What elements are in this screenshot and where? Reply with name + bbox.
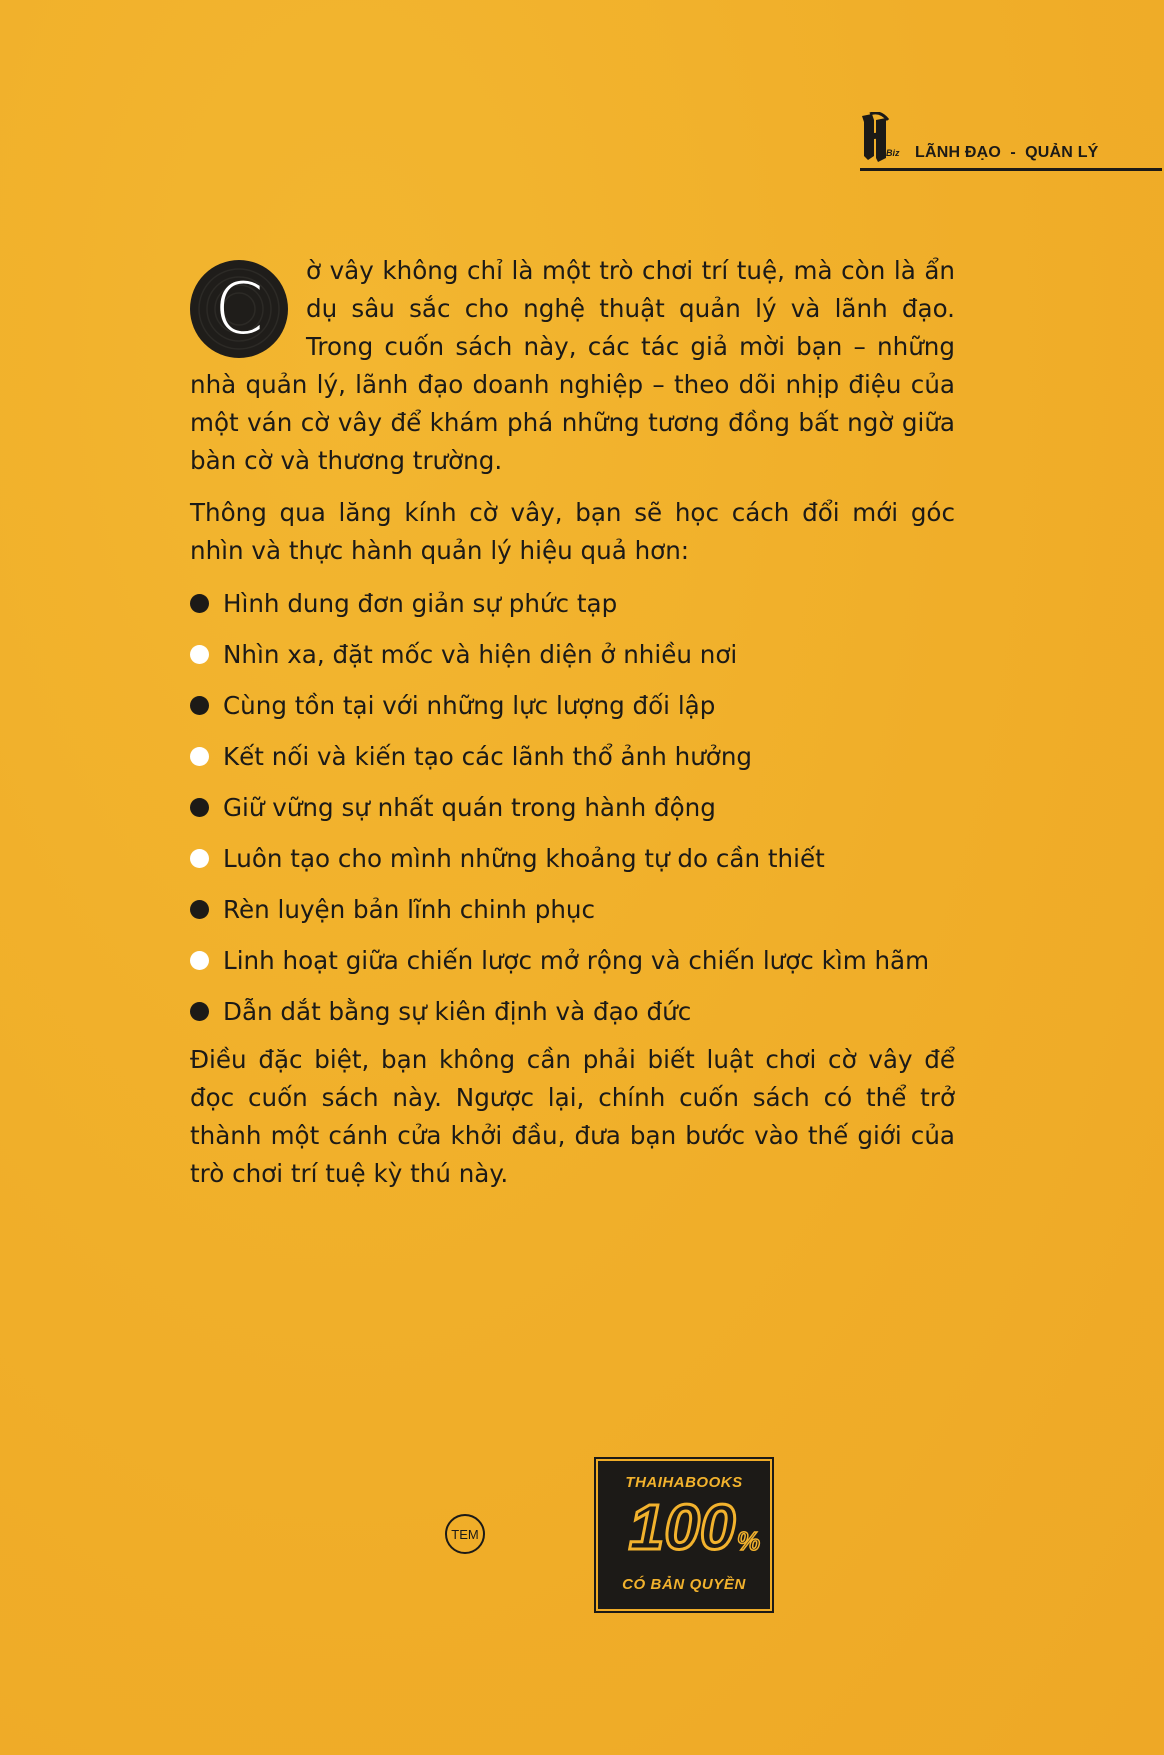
- header: [860, 112, 1160, 172]
- benefit-list: [190, 578, 955, 1037]
- intro-paragraph: [190, 252, 955, 480]
- back-cover-text: [190, 252, 955, 1193]
- category-label: LÃNH ĐẠO - QUẢN LÝ: [915, 144, 1099, 161]
- list-item: Giữ vững sự nhất quán trong hành động: [190, 782, 955, 833]
- white-stone-icon: [190, 951, 209, 970]
- black-stone-icon: [190, 900, 209, 919]
- logo-text: Biz: [886, 148, 900, 158]
- list-item: Linh hoạt giữa chiến lược mở rộng và chiến lược kìm hãm: [190, 935, 955, 986]
- list-item: Rèn luyện bản lĩnh chinh phục: [190, 884, 955, 935]
- intro-text: ờ vây không chỉ là một trò chơi trí tuệ, mà còn là ẩn dụ sâu sắc cho nghệ thuật quản lý và lãnh đạo. Trong cuốn sách này, các tác giả mời bạn – những nhà quản lý, lãnh đạo doanh nghiệp – theo dõi nhịp điệu của một ván cờ vây để khám phá những tương đồng bất ngờ giữa bàn cờ và thương trường.: [190, 256, 955, 475]
- black-stone-icon: [190, 1002, 209, 1021]
- list-item: Nhìn xa, đặt mốc và hiện diện ở nhiều nơi: [190, 629, 955, 680]
- copyright-stamp: [598, 1461, 770, 1609]
- closing-paragraph: Điều đặc biệt, bạn không cần phải biết luật chơi cờ vây để đọc cuốn sách này. Ngược lại, chính cuốn sách có thể trở thành một cánh cửa khởi đầu, đưa bạn bước vào thế giới của trò chơi trí tuệ kỳ thú này.: [190, 1045, 955, 1188]
- list-item: Kết nối và kiến tạo các lãnh thổ ảnh hưởng: [190, 731, 955, 782]
- publisher-logo-icon: [860, 112, 904, 164]
- list-item: Dẫn dắt bằng sự kiên định và đạo đức: [190, 986, 955, 1037]
- list-item: Hình dung đơn giản sự phức tạp: [190, 578, 955, 629]
- dropcap: [190, 260, 288, 358]
- tem-label: TEM: [451, 1526, 479, 1542]
- white-stone-icon: [190, 645, 209, 664]
- stamp-number: 100: [628, 1491, 736, 1563]
- white-stone-icon: [190, 849, 209, 868]
- header-rule: [860, 168, 1162, 171]
- lead-in-paragraph: Thông qua lăng kính cờ vây, bạn sẽ học cách đổi mới góc nhìn và thực hành quản lý hiệu quả hơn:: [190, 498, 955, 565]
- stamp-subtitle: CÓ BẢN QUYỀN: [622, 1576, 746, 1593]
- list-item: Luôn tạo cho mình những khoảng tự do cần thiết: [190, 833, 955, 884]
- black-stone-icon: [190, 696, 209, 715]
- black-stone-icon: [190, 798, 209, 817]
- tem-badge: [445, 1514, 485, 1554]
- black-stone-icon: [190, 594, 209, 613]
- stamp-percent: %: [737, 1526, 761, 1556]
- dropcap-letter: C: [214, 268, 264, 350]
- stamp-brand: THAIHABOOKS: [625, 1474, 743, 1491]
- list-item: Cùng tồn tại với những lực lượng đối lập: [190, 680, 955, 731]
- white-stone-icon: [190, 747, 209, 766]
